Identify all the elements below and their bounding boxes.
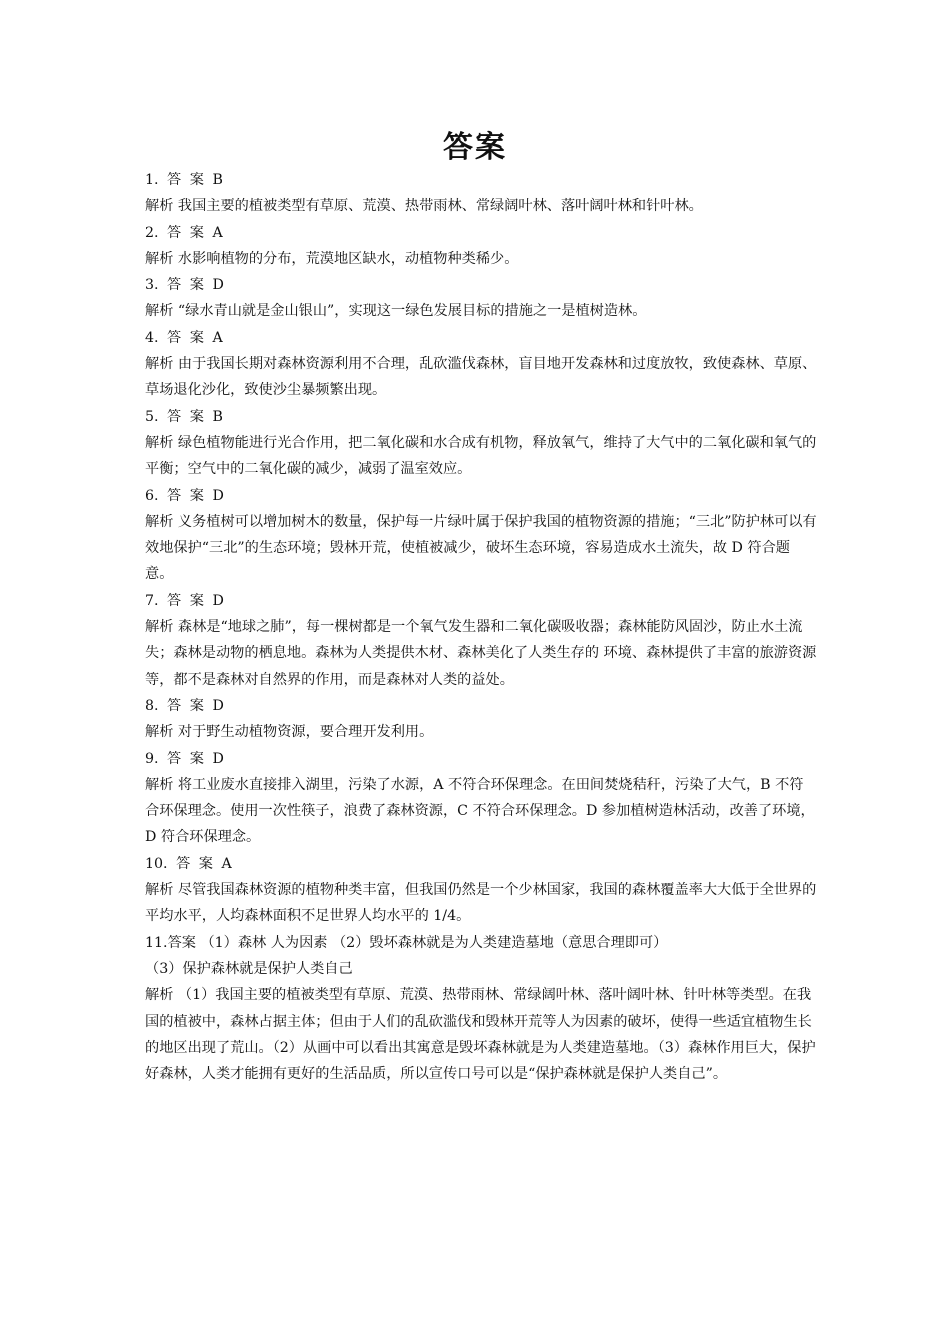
answer-1: 1. 答 案 B — [145, 172, 223, 188]
answer-6: 6. 答 案 D — [145, 487, 224, 504]
answer-2: 2. 答 案 A — [145, 224, 223, 241]
answer-8: 8. 答 案 D — [145, 697, 224, 714]
analysis-10: 解析 尽管我国森林资源的植物种类丰富，但我国仍然是一个少林国家，我国的森林覆盖率大大低于全世界的平均水平，人均森林面积不足世界人均水平的 1/4。 — [145, 882, 817, 925]
answer-content — [145, 167, 817, 1087]
analysis-3: 解析 “绿水青山就是金山银山”，实现这一绿色发展目标的措施之一是植树造林。 — [145, 303, 647, 320]
analysis-2: 解析 水影响植物的分布，荒漠地区缺水，动植物种类稀少。 — [145, 250, 519, 267]
analysis-7: 解析 森林是“地球之肺”，每一棵树都是一个氧气发生器和二氧化碳吸收器；森林能防风固沙，防止水土流失；森林是动物的栖息地。森林为人类提供木材、森林美化了人类生存的 环境、森林提供了丰富的旅游资源等，都不是森林对自然界的作用，而是森林对人类的益处。 — [145, 619, 817, 688]
answer-10: 10. 答 案 A — [145, 855, 232, 872]
answer-9: 9. 答 案 D — [145, 750, 224, 767]
analysis-9: 解析 将工业废水直接排入湖里，污染了水源，A 不符合环保理念。在田间焚烧秸秆，污染了大气，B 不符合环保理念。使用一次性筷子，浪费了森林资源，C 不符合环保理念。D 参加植树造林活动，改善了环境，D 符合环保理念。 — [145, 776, 815, 846]
answer-3: 3. 答 案 D — [145, 277, 224, 294]
analysis-11: 解析 （1）我国主要的植被类型有草原、荒漠、热带雨林、常绿阔叶林、落叶阔叶林、针叶林等类型。在我国的植被中，森林占据主体；但由于人们的乱砍滥伐和毁林开荒等人为因素的破坏，使得一些适宜植物生长的地区出现了荒山。（2）从画中可以看出其寓意是毁坏森林就是为人类建造墓地。（3）森林作用巨大，保护好森林，人类才能拥有更好的生活品质，所以宣传口号可以是“保护森林就是保护人类自己”。 — [145, 987, 816, 1083]
answer-11-line-2: （3）保护森林就是保护人类自己 — [145, 960, 353, 977]
analysis-5: 解析 绿色植物能进行光合作用，把二氧化碳和水合成有机物，释放氧气，维持了大气中的二氧化碳和氧气的平衡；空气中的二氧化碳的减少，减弱了温室效应。 — [145, 434, 817, 478]
answer-5: 5. 答 案 B — [145, 408, 223, 425]
analysis-6: 解析 义务植树可以增加树木的数量，保护每一片绿叶属于保护我国的植物资源的措施；“三北”防护林可以有效地保护“三北”的生态环境；毁林开荒，使植被减少，破坏生态环境，容易造成水土流失，故 D 符合题意。 — [145, 513, 817, 583]
analysis-8: 解析 对于野生动植物资源，要合理开发利用。 — [145, 724, 434, 741]
answer-4: 4. 答 案 A — [145, 329, 223, 346]
answer-7: 7. 答 案 D — [145, 592, 224, 609]
analysis-1: 解析 我国主要的植被类型有草原、荒漠、热带雨林、常绿阔叶林、落叶阔叶林和针叶林。 — [145, 198, 703, 215]
page-title: 答案 — [443, 130, 507, 165]
analysis-4: 解析 由于我国长期对森林资源利用不合理，乱砍滥伐森林，盲目地开发森林和过度放牧，致使森林、草原、草场退化沙化，致使沙尘暴频繁出现。 — [145, 356, 817, 399]
answer-11-line-1: 11.答案 （1）森林 人为因素 （2）毁坏森林就是为人类建造墓地（意思合理即可） — [145, 934, 668, 951]
